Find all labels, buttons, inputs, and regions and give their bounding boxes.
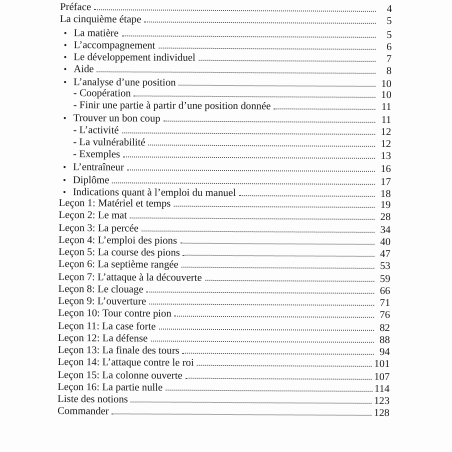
toc-page-number: 40 [380, 236, 391, 248]
dot-leader [123, 155, 375, 159]
toc-page-number: 101 [374, 359, 390, 371]
dot-leader [274, 107, 376, 110]
toc-page-number: 8 [386, 66, 392, 78]
dot-leader [159, 327, 374, 330]
toc-page-number: 28 [380, 212, 391, 224]
toc-entry-label: • Diplôme [59, 173, 109, 187]
toc-page-number: 17 [380, 176, 391, 188]
toc-entry-label: Leçon 15: La colonne ouverte [57, 369, 183, 382]
toc-entry-label: • Aide [60, 63, 94, 76]
toc-page-number: 128 [373, 408, 390, 420]
dot-leader [146, 290, 374, 293]
toc-page-number: 94 [379, 346, 390, 359]
dot-leader [163, 120, 375, 123]
toc-page-number: 47 [380, 248, 391, 261]
toc-page-number: 53 [379, 261, 391, 273]
toc-page-number: 5 [386, 29, 392, 41]
toc-page-number: 13 [380, 150, 392, 163]
toc-entry-label: • Indications quant à l’emploi du manuel [59, 186, 236, 200]
dot-leader [151, 339, 374, 342]
toc-page-number: 19 [380, 199, 391, 212]
toc-page-number: 76 [379, 310, 391, 322]
dot-leader [181, 266, 374, 269]
toc-page-number: 114 [374, 383, 390, 395]
toc-page-number: 5 [386, 16, 392, 28]
dot-leader [127, 169, 375, 173]
dot-leader [149, 303, 374, 306]
toc-entry-label: • L’accompagnement [60, 39, 156, 53]
dot-leader [185, 376, 372, 379]
toc-entry-label: Leçon 11: La case forte [57, 320, 156, 333]
toc-entry-label: La cinquième étape [59, 14, 142, 26]
toc-page-number: 66 [379, 285, 391, 297]
dot-leader [97, 70, 376, 74]
dot-leader [142, 229, 375, 232]
toc-entry-label: Leçon 12: La défense [57, 332, 148, 345]
toc-entry-label: Leçon 4: L’emploi des pions [58, 234, 178, 247]
toc-entry-label: - Finir une partie à partir d’une position donnée [73, 100, 271, 113]
toc-entry-label: Préface [59, 2, 92, 14]
toc-page-number: 71 [379, 297, 391, 310]
toc-page-number: 10 [381, 89, 392, 101]
dot-leader [94, 8, 376, 12]
toc-page-number: 16 [380, 164, 392, 176]
toc-entry-label: - L’activité [73, 124, 119, 136]
toc-page-number: 10 [381, 78, 392, 90]
dot-leader [205, 278, 374, 281]
toc-entry-label: Leçon 7: L’attaque à la découverte [58, 271, 202, 284]
toc-page-number: 88 [379, 334, 390, 346]
dot-leader [144, 21, 376, 24]
dot-leader [122, 34, 376, 38]
toc-entry-label: Liste des notions [57, 393, 129, 406]
table-of-contents [57, 2, 392, 421]
toc-entry [57, 406, 389, 420]
dot-leader [239, 194, 375, 197]
toc-entry-label: Leçon 6: La septième rangée [58, 259, 179, 271]
toc-entry-label: Leçon 8: Le clouage [58, 283, 144, 296]
dot-leader [122, 131, 376, 135]
toc-page-number: 4 [386, 3, 392, 16]
toc-page-number: 34 [380, 224, 391, 236]
toc-entry-label: Leçon 14: L’attaque contre le roi [57, 357, 194, 370]
toc-entry-label: - Coopération [73, 87, 131, 100]
dot-leader [179, 83, 376, 86]
dot-leader [130, 217, 375, 220]
toc-entry-label: • Le développement individuel [60, 51, 196, 65]
toc-entry-label: Leçon 3: La percée [58, 222, 139, 234]
toc-page-number: 59 [379, 273, 391, 285]
toc-page-number: 107 [374, 371, 390, 383]
toc-entry-label: Leçon 1: Matériel et temps [58, 197, 171, 210]
toc-page-number: 82 [379, 322, 391, 334]
dot-leader [180, 241, 374, 244]
dot-leader [166, 388, 373, 391]
dot-leader [198, 59, 375, 62]
dot-leader [112, 413, 372, 417]
dot-leader [183, 254, 375, 257]
toc-entry-label: Leçon 10: Tour contre pion [58, 308, 172, 320]
dot-leader [174, 205, 375, 208]
toc-entry-label: • L’analyse d’une position [59, 75, 175, 89]
toc-entry-label: Commander [57, 406, 109, 418]
toc-page-number: 123 [373, 395, 390, 408]
toc-entry-label: • Trouver un bon coup [59, 112, 160, 126]
dot-leader [197, 364, 372, 367]
dot-leader [148, 143, 375, 146]
toc-entry-label: Leçon 13: La finale des tours [57, 344, 180, 357]
dot-leader [131, 400, 372, 403]
toc-entry-label: • La matière [60, 26, 119, 40]
toc-page-number: 6 [386, 41, 392, 53]
toc-page-number: 11 [381, 115, 392, 127]
toc-page-number: 11 [381, 101, 392, 114]
dot-leader [134, 94, 376, 97]
dot-leader [174, 315, 374, 318]
dot-leader [182, 352, 374, 355]
toc-entry-label: - Exemples [73, 149, 121, 161]
toc-entry-label: Leçon 16: La partie nulle [57, 381, 163, 394]
toc-entry-label: Leçon 5: La course des pions [58, 246, 180, 259]
toc-bullet-entry [60, 51, 392, 65]
toc-page-number: 12 [380, 138, 392, 150]
dot-leader [158, 46, 375, 49]
toc-page-number: 18 [380, 188, 391, 200]
toc-entry-label: Leçon 9: L’ouverture [58, 295, 147, 308]
dot-leader [112, 181, 375, 185]
toc-entry-label: - La vulnérabilité [73, 136, 146, 149]
toc-page-number: 12 [380, 126, 392, 138]
toc-entry-label: • L’entraîneur [59, 161, 124, 175]
toc-entry-label: Leçon 2: Le mat [58, 210, 128, 222]
toc-page-number: 7 [386, 53, 392, 66]
